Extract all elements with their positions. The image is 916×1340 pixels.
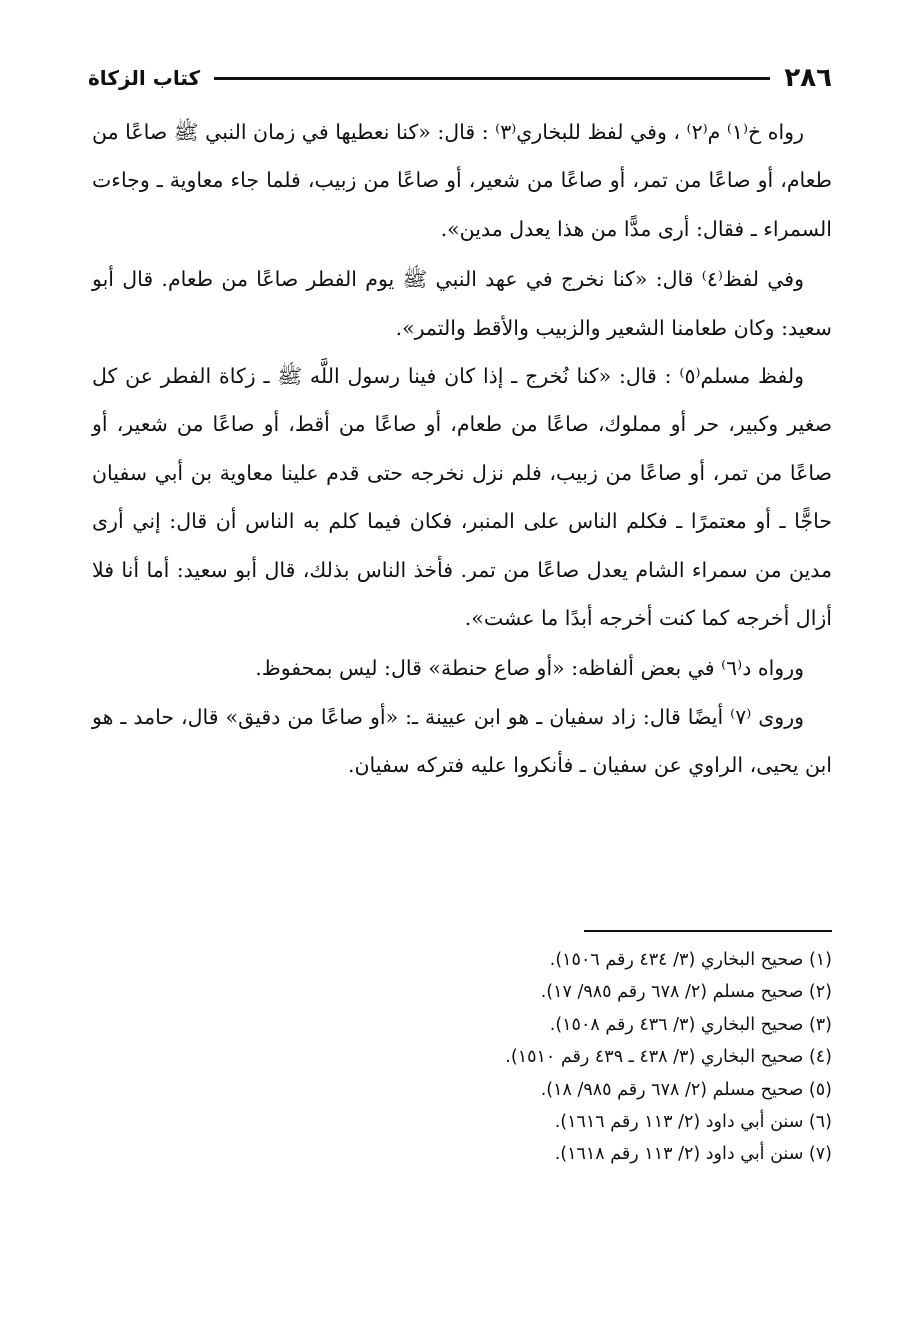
footnote-4: (٤) صحيح البخاري (٣/ ٤٣٨ ـ ٤٣٩ رقم ١٥١٠). [505,1047,832,1068]
header-rule [214,77,770,80]
footnote-3: (٣) صحيح البخاري (٣/ ٤٣٦ رقم ١٥٠٨). [549,1014,832,1035]
footnote-5: (٥) صحيح مسلم (٢/ ٦٧٨ رقم ٩٨٥/ ١٨). [540,1079,832,1100]
page-number: ٢٨٦ [784,63,832,93]
footnote-separator [584,930,832,932]
footnotes [380,944,832,1171]
paragraph-1: رواه خ⁽١⁾ م⁽٢⁾ ، وفي لفظ للبخاري⁽٣⁾ : قال: «كنا نعطيها في زمان النبي ﷺ صاعًا من طعام، أو صاعًا من تمر، أو صاعًا من شعير، أو صاعًا من زبيب، فلما جاء معاوية ـ وجاءت السمراء ـ فقال: أرى مدًّا من هذا يعدل مدين». [92,120,832,241]
footnote-6: (٦) سنن أبي داود (٢/ ١١٣ رقم ١٦١٦). [554,1112,832,1133]
footnote-7: (٧) سنن أبي داود (٢/ ١١٣ رقم ١٦١٨). [554,1144,832,1165]
paragraph-2: وفي لفظ⁽٤⁾ قال: «كنا نخرج في عهد النبي ﷺ يوم الفطر صاعًا من طعام. قال أبو سعيد: وكان طعامنا الشعير والزبيب والأقط والتمر». [92,267,832,340]
main-text [92,108,832,790]
paragraph-4: ورواه د⁽٦⁾ في بعض ألفاظه: «أو صاع حنطة» قال: ليس بمحفوظ. [255,656,804,681]
page-header [88,58,832,98]
paragraph-5: وروى ⁽٧⁾ أيضًا قال: زاد سفيان ـ هو ابن عيينة ـ: «أو صاعًا من دقيق» قال، حامد ـ هو ابن يحيى، الراوي عن سفيان ـ فأنكروا عليه فتركه سفيان. [92,704,832,778]
chapter-title: كتاب الزكاة [88,66,201,90]
footnote-1: (١) صحيح البخاري (٣/ ٤٣٤ رقم ١٥٠٦). [549,950,832,970]
paragraph-3: ولفظ مسلم⁽٥⁾ : قال: «كنا نُخرج ـ إذا كان فينا رسول اللَّه ﷺ ـ زكاة الفطر عن كل صغير وكبير، حر أو مملوك، صاعًا من طعام، أو صاعًا من أقط، أو صاعًا من شعير، أو صاعًا من تمر، أو صاعًا من زبيب، فلم نزل نخرجه حتى قدم علينا معاوية بن أبي سفيان حاجًّا ـ أو معتمرًا ـ فكلم الناس على المنبر، فكان فيما كلم به الناس أن قال: إني أرى مدين من سمراء الشام يعدل صاعًا من تمر. فأخذ الناس بذلك، قال أبو سعيد: أما أنا فلا أزال أخرجه كما كنت أخرجه أبدًا ما عشت». [92,364,832,631]
footnote-2: (٢) صحيح مسلم (٢/ ٦٧٨ رقم ٩٨٥/ ١٧). [540,982,832,1003]
